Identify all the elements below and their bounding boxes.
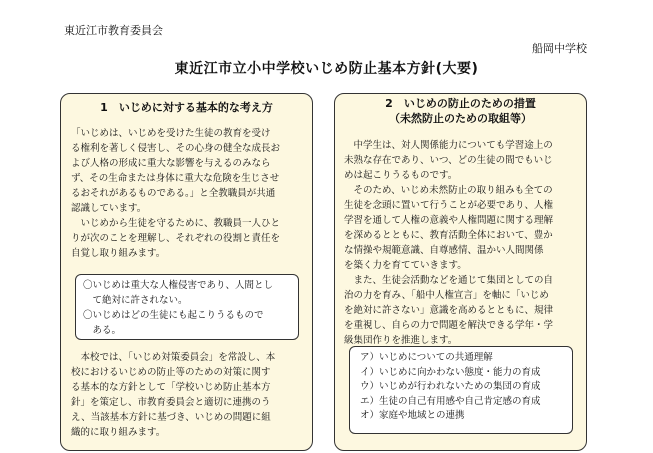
measure-item: ア）いじめについての共通理解: [360, 352, 493, 363]
basic-concept-heading: 1 いじめに対する基本的な考え方: [100, 101, 273, 114]
school-name: 船岡中学校: [532, 42, 587, 55]
measures-list: [360, 351, 572, 424]
measure-item: エ）生徒の自己有用感や自己肯定感の育成: [360, 395, 541, 407]
measures-list-box: [349, 346, 573, 434]
document-title: 東近江市立小中学校いじめ防止基本方針(大要): [174, 61, 479, 77]
basic-concept-paragraph: 「いじめは、いじめを受けた生徒の教育を受け る権利を著しく侵害し、その心身の健全な成長お よび人格の形成に重大な影響を与えるのみなら ず、その生命または身体に重大な危険を生じさせ るおそれがあるものである。」と全教職員が共通 認識しています。 いじめから生徒を守るために、教職員一人ひと りが次のことを理解し、それぞれの役割と責任を 自覚し取り組みます。: [71, 128, 281, 259]
prevention-heading: 2 いじめの防止のための措置: [385, 97, 536, 110]
prevention-paragraph: 中学生は、対人関係能力についても学習途上の 未熟な存在であり、いつ、どの生徒の間でもいじ めは起こりうるものです。 そのため、いじめ未然防止の取り組みも全ての 生徒を念頭に置いて行うことが必要であり、人権 学習を通して人権の意義や人権問題に関する理解 を深めるとともに、教育活動全体において、豊か な情操や規範意識、自尊感情、温かい人間関係 を築く力を育てていきます。 また、生徒会活動などを通じて集団としての自 治の力を育み、「船中人権宣言」を軸に「いじめ を絶対に許さない」意識を高めるとともに、規律 を重視し、自らの力で問題を解決できる学年・学 級集団作りを推進します。: [344, 140, 554, 346]
committee-paragraph: 本校では、「いじめ対策委員会」を常設し、本 校におけるいじめの防止等のための対策に関す る基本的な方針として「学校いじめ防止基本方 針」を策定し、市教育委員会と適切に連携のう え、当該基本方針に基づき、いじめの問題に組 織的に取り組みます。: [71, 352, 276, 438]
basic-concept-panel: [60, 93, 313, 451]
measure-item: イ）いじめに向かわない態度・能力の育成: [360, 366, 541, 378]
organization-label: 東近江市教育委員会: [64, 24, 163, 37]
principles-box: [75, 274, 299, 340]
prevention-subheading: （未然防止のための取組等）: [389, 112, 532, 125]
measure-item: オ）家庭や地域との連携: [360, 410, 465, 421]
measure-item: ウ）いじめが行われないための集団の育成: [360, 381, 541, 392]
prevention-measures-panel: [334, 93, 587, 451]
principles-text: 〇いじめは重大な人権侵害であり、人間とし て絶対に許されない。 〇いじめはどの生徒にも起こりうるもので ある。: [83, 280, 274, 336]
